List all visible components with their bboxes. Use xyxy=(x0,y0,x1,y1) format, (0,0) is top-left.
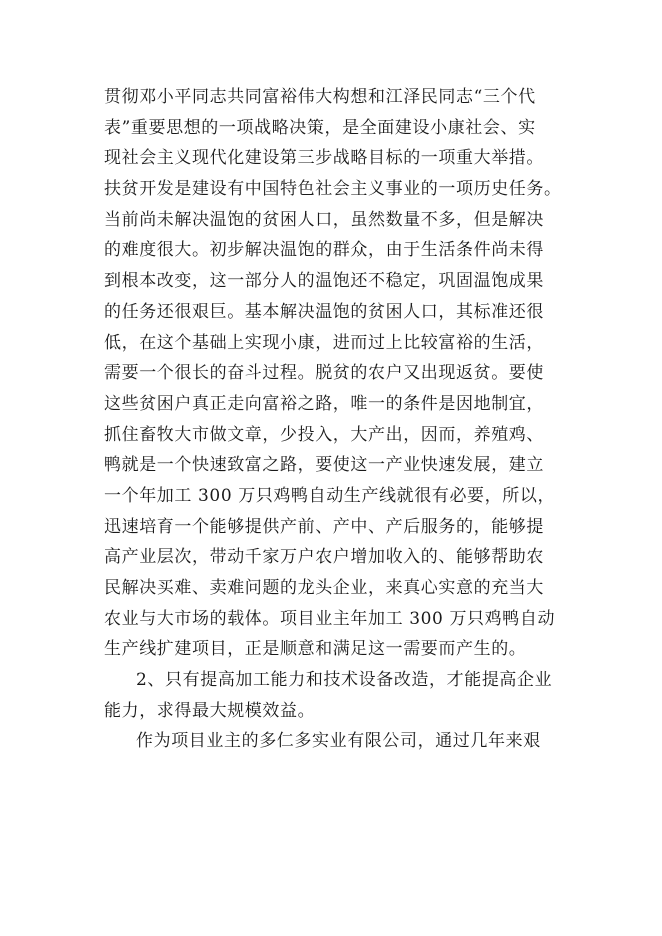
text-line: 农业与大市场的载体。项目业主年加工 300 万只鸡鸭自动 xyxy=(104,608,556,629)
text-line: 低，在这个基础上实现小康，进而过上比较富裕的生活， xyxy=(104,332,544,353)
text-line: 高产业层次，带动千家万户农户增加收入的、能够帮助农 xyxy=(104,547,544,568)
text-line: 迅速培育一个能够提供产前、产中、产后服务的，能够提 xyxy=(104,516,544,537)
body-text xyxy=(104,82,564,757)
text-line: 这些贫困户真正走向富裕之路，唯一的条件是因地制宜， xyxy=(104,393,544,414)
text-line: 的难度很大。初步解决温饱的群众，由于生活条件尚未得 xyxy=(104,240,544,261)
text-line: 到根本改变，这一部分人的温饱还不稳定，巩固温饱成果 xyxy=(104,271,544,292)
text-line: 需要一个很长的奋斗过程。脱贫的农户又出现返贫。要使 xyxy=(104,363,544,384)
text-line: 现社会主义现代化建设第三步战略目标的一项重大举措。 xyxy=(104,148,544,169)
section-heading-line: 2、只有提高加工能力和技术设备改造，才能提高企业 xyxy=(136,670,553,691)
text-line: 一个年加工 300 万只鸡鸭自动生产线就很有必要，所以， xyxy=(104,485,556,506)
text-line: 贯彻邓小平同志共同富裕伟大构想和江泽民同志“三个代 xyxy=(104,87,536,107)
text-line: 的任务还很艰巨。基本解决温饱的贫困人口，其标准还很 xyxy=(104,301,544,322)
text-line: 当前尚未解决温饱的贫困人口，虽然数量不多，但是解决 xyxy=(104,209,544,230)
text-line: 抓住畜牧大市做文章，少投入，大产出，因而，养殖鸡、 xyxy=(104,424,544,445)
text-line: 扶贫开发是建设有中国特色社会主义事业的一项历史任务。 xyxy=(104,179,562,200)
text-line: 生产线扩建项目，正是顺意和满足这一需要而产生的。 xyxy=(104,639,527,660)
text-line: 民解决买难、卖难问题的龙头企业，来真心实意的充当大 xyxy=(104,578,544,598)
text-line: 鸭就是一个快速致富之路，要使这一产业快速发展，建立 xyxy=(104,455,544,476)
text-line: 能力，求得最大规模效益。 xyxy=(104,700,316,721)
text-line: 表”重要思想的一项战略决策，是全面建设小康社会、实 xyxy=(104,117,536,138)
paragraph-start-line: 作为项目业主的多仁多实业有限公司，通过几年来艰 xyxy=(136,731,541,752)
